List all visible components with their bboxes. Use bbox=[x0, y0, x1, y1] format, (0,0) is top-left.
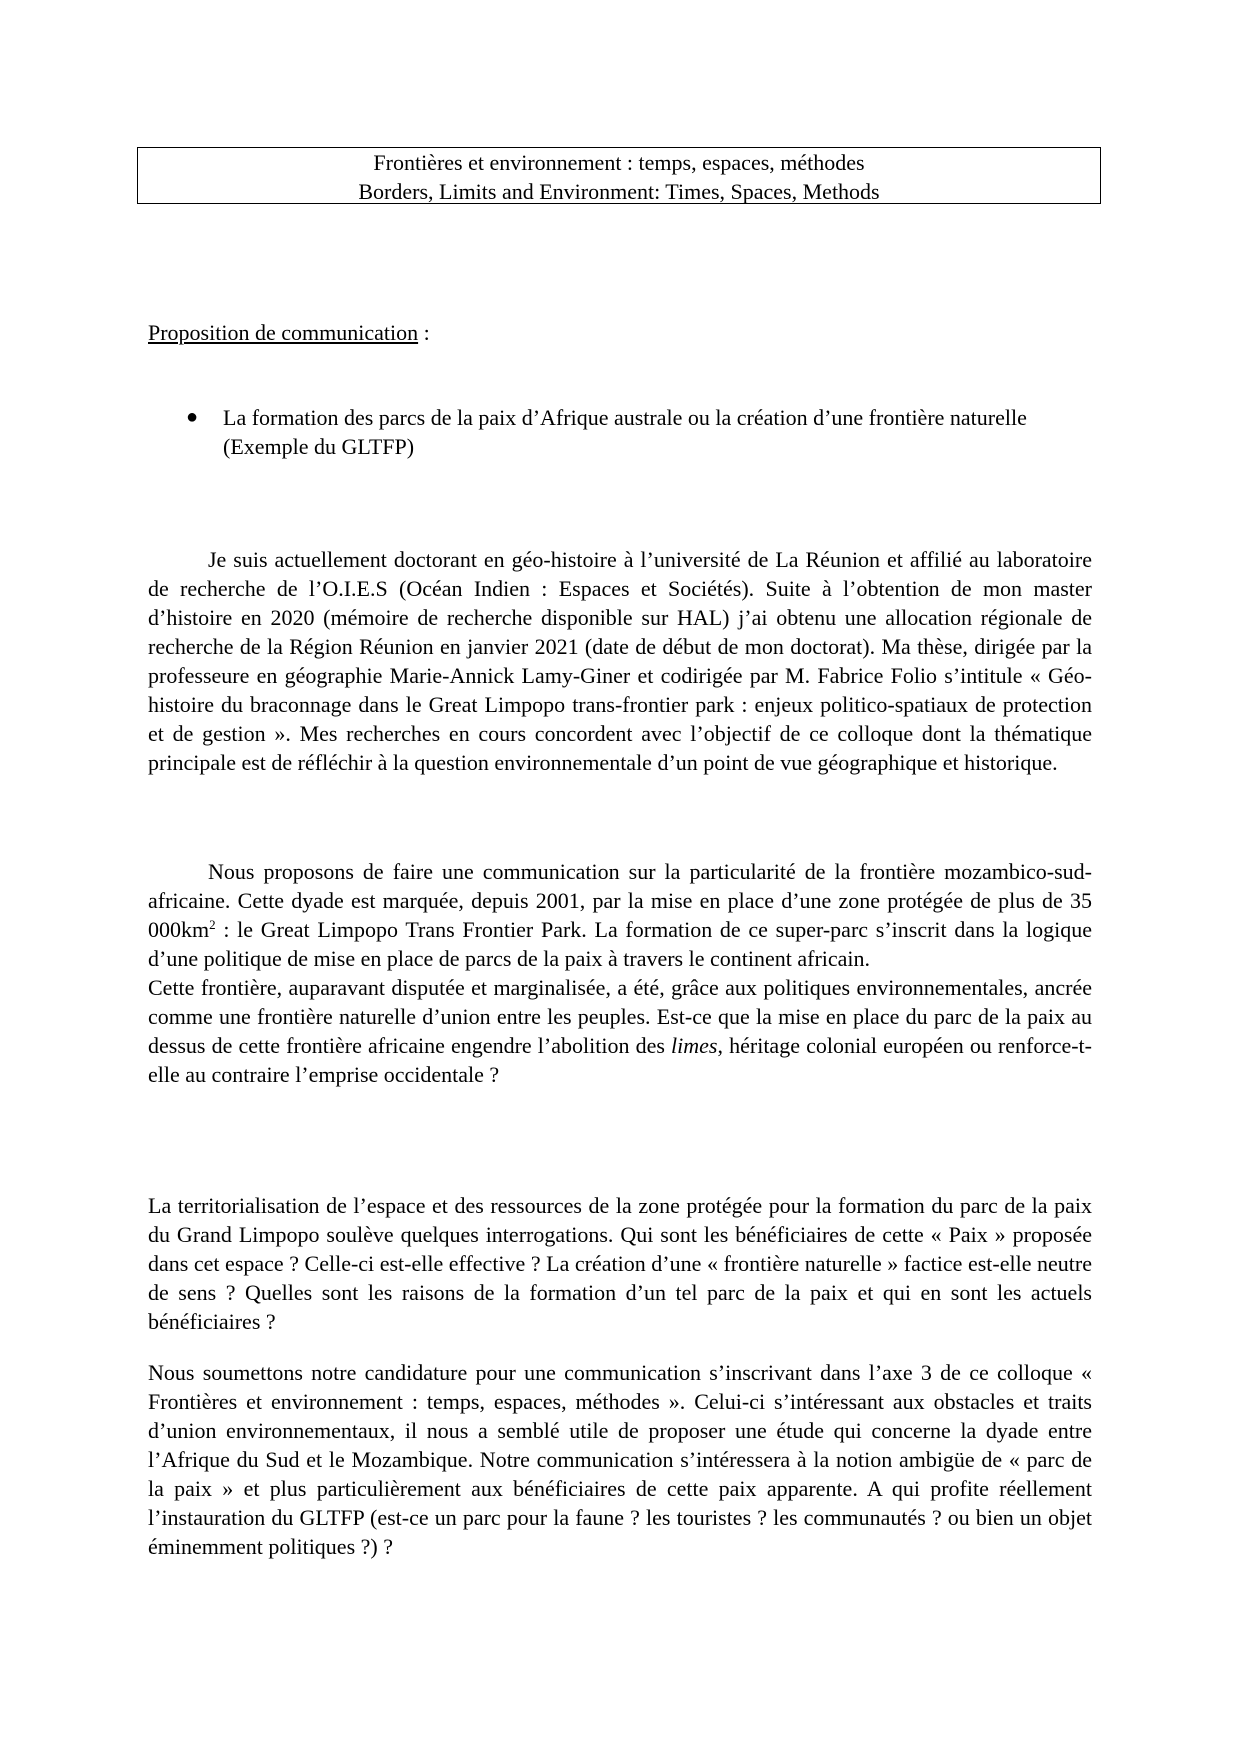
paragraph-proposal-part1 bbox=[148, 857, 1092, 973]
paragraph-proposal-text-a: Nous proposons de faire une communication sur la particularité de la frontière mozambico-sud-africaine. Cette dyade est marquée, depuis 2001, par la mise en place d’une zone protégée de plus de 35 000km bbox=[148, 859, 1092, 942]
paragraph-intro-text: Je suis actuellement doctorant en géo-histoire à l’université de La Réunion et affilié au laboratoire de recherche de l’O.I.E.S (Océan Indien : Espaces et Sociétés). Suite à l’obtention de mon master d’histoire en 2020 (mémoire de recherche disponible sur HAL) j’ai obtenu une allocation régionale de recherche de la Région Réunion en janvier 2021 (date de début de mon doctorat). Ma thèse, dirigée par la professeure en géographie Marie-Annick Lamy-Giner et codirigée par M. Fabrice Folio s’intitule « Géo-histoire du braconnage dans le Great Limpopo trans-frontier park : enjeux politico-spatiaux de protection et de gestion ». Mes recherches en cours concordent avec l’objectif de ce colloque dont la thématique principale est de réfléchir à la question environnementale d’un point de vue géographique et historique. bbox=[148, 547, 1092, 775]
paragraph-proposal-text-b: : le Great Limpopo Trans Frontier Park. La formation de ce super-parc s’inscrit dans la logique d’une politique de mise en place de parcs de la paix à travers le continent africain. bbox=[148, 917, 1092, 971]
paragraph-candidature-text: Nous soumettons notre candidature pour une communication s’inscrivant dans l’axe 3 de ce colloque « Frontières et environnement : temps, espaces, méthodes ». Celui-ci s’intéressant aux obstacles et traits d’union environnementaux, il nous a semblé utile de proposer une étude qui concerne la dyade entre l’Afrique du Sud et le Mozambique. Notre communication s’intéressera à la notion ambigüe de « parc de la paix » et plus particulièrement aux bénéficiaires de cette paix apparente. A qui profite réellement l’instauration du GLTFP (est-ce un parc pour la faune ? les touristes ? les communautés ? ou bien un objet éminemment politiques ?) ? bbox=[148, 1360, 1092, 1559]
paragraph-intro bbox=[148, 545, 1092, 777]
title-english: Borders, Limits and Environment: Times, Spaces, Methods bbox=[358, 179, 880, 204]
paragraph-proposal-text-c: Cette frontière, auparavant disputée et marginalisée, a été, grâce aux politiques environnementales, ancrée comme une frontière naturelle d’union entre les peuples. Est-ce que la mise en place du parc de la paix au dessus de cette frontière africaine engendre l’abolition des bbox=[148, 975, 1092, 1058]
title-box bbox=[137, 147, 1101, 204]
italic-limes: limes bbox=[671, 1033, 718, 1058]
section-heading-label: Proposition de communication bbox=[148, 320, 419, 345]
superscript-two: 2 bbox=[209, 917, 216, 932]
paragraph-questions-text: La territorialisation de l’espace et des ressources de la zone protégée pour la formation du parc de la paix du Grand Limpopo soulève quelques interrogations. Qui sont les bénéficiaires de cette « Paix » proposée dans cet espace ? Celle-ci est-elle effective ? La création d’une « frontière naturelle » factice est-elle neutre de sens ? Quelles sont les raisons de la formation d’un tel parc de la paix et qui en sont les actuels bénéficiaires ? bbox=[148, 1193, 1092, 1334]
paragraph-candidature bbox=[148, 1358, 1092, 1561]
title-french: Frontières et environnement : temps, espaces, méthodes bbox=[373, 150, 865, 175]
paragraph-proposal bbox=[148, 857, 1092, 1089]
proposal-title: La formation des parcs de la paix d’Afrique australe ou la création d’une frontière naturelle (Exemple du GLTFP) bbox=[223, 405, 1027, 459]
bullet-icon: ● bbox=[186, 406, 199, 428]
paragraph-questions bbox=[148, 1191, 1092, 1336]
paragraph-proposal-text-d: , héritage colonial européen ou renforce-t-elle au contraire l’emprise occidentale ? bbox=[148, 1033, 1092, 1087]
section-heading-colon: : bbox=[418, 320, 430, 345]
paragraph-proposal-part2 bbox=[148, 973, 1092, 1089]
proposal-bullet bbox=[186, 403, 1066, 461]
section-heading bbox=[148, 318, 430, 347]
